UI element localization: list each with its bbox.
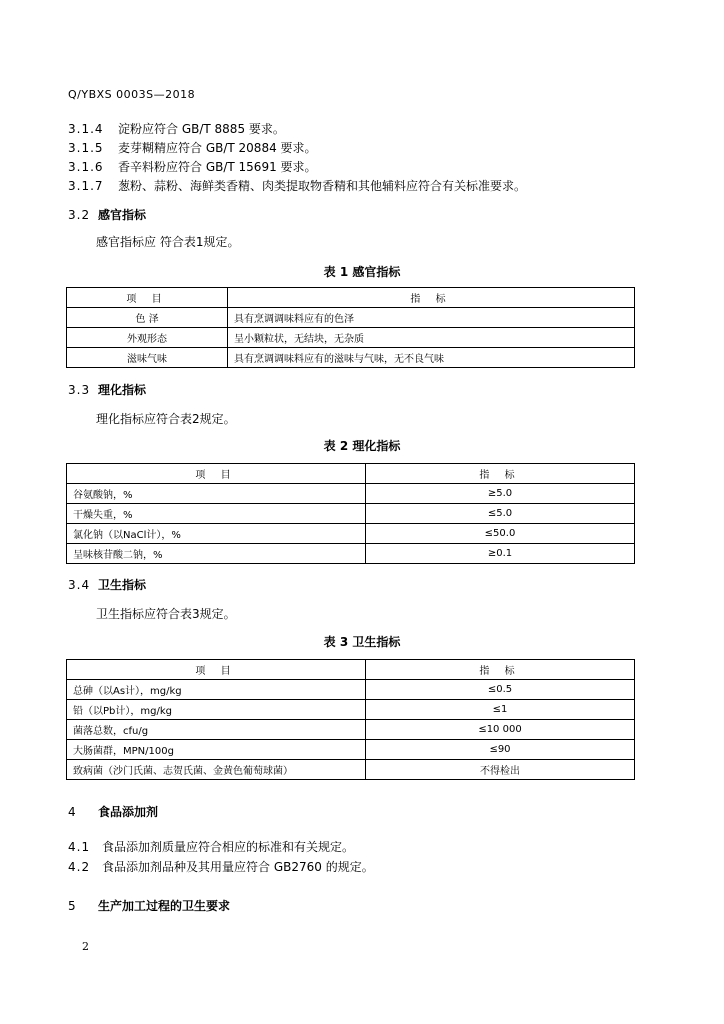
clause-text: 葱粉、蒜粉、海鲜类香精、肉类提取物香精和其他辅料应符合有关标准要求。 (118, 179, 527, 193)
header-indicator: 指 标 (366, 464, 635, 484)
header-indicator: 指 标 (228, 288, 635, 308)
clause-number: 3.1.5 (68, 141, 104, 155)
section-title: 生产加工过程的卫生要求 (98, 899, 231, 913)
clause-3-1-5 (68, 139, 317, 156)
clause-number: 3.1.6 (68, 160, 104, 174)
page-number: 2 (82, 940, 89, 953)
cell-item: 大肠菌群，MPN/100g (67, 740, 366, 760)
section-title: 感官指标 (98, 208, 147, 222)
section-title: 卫生指标 (98, 578, 147, 592)
clause-number: 3.1.4 (68, 122, 104, 136)
cell-indicator: 呈小颗粒状，无结块，无杂质 (228, 328, 635, 348)
table-header-row (67, 660, 635, 680)
cell-indicator: ≤1 (366, 700, 635, 720)
clause-number: 4.2 (68, 860, 91, 874)
table-row (67, 308, 635, 328)
clause-text: 麦芽糊精应符合 GB/T 20884 要求。 (118, 141, 317, 155)
table-1 (66, 287, 635, 368)
section-3-4-heading (68, 576, 146, 593)
cell-item: 菌落总数，cfu/g (67, 720, 366, 740)
table-2 (66, 463, 635, 564)
table-row (67, 700, 635, 720)
cell-item: 滋味气味 (67, 348, 228, 368)
cell-indicator: ≤5.0 (366, 504, 635, 524)
header-indicator: 指 标 (366, 660, 635, 680)
section-5-heading (68, 897, 230, 914)
table-header-row (67, 288, 635, 308)
cell-item: 干燥失重，% (67, 504, 366, 524)
table-row (67, 720, 635, 740)
document-header: Q/YBXS 0003S—2018 (68, 88, 196, 101)
clause-text: 香辛料粉应符合 GB/T 15691 要求。 (118, 160, 317, 174)
section-3-3-heading (68, 381, 146, 398)
table-row (67, 524, 635, 544)
table-row (67, 484, 635, 504)
header-item: 项 目 (67, 288, 228, 308)
section-3-4-paragraph: 卫生指标应符合表3规定。 (96, 607, 236, 621)
section-title: 食品添加剂 (98, 805, 159, 819)
cell-item: 色 泽 (67, 308, 228, 328)
table-row (67, 680, 635, 700)
section-number: 5 (68, 899, 77, 913)
table-row (67, 328, 635, 348)
cell-indicator: 不得检出 (366, 760, 635, 780)
clause-3-1-4 (68, 120, 285, 137)
cell-indicator: ≤10 000 (366, 720, 635, 740)
clause-text: 淀粉应符合 GB/T 8885 要求。 (118, 122, 285, 136)
section-number: 3.4 (68, 578, 91, 592)
header-item: 项 目 (67, 464, 366, 484)
cell-indicator: 具有烹调调味料应有的色泽 (228, 308, 635, 328)
table-row (67, 348, 635, 368)
cell-item: 外观形态 (67, 328, 228, 348)
clause-number: 3.1.7 (68, 179, 104, 193)
section-3-2-heading (68, 206, 146, 223)
cell-item: 总砷（以As计），mg/kg (67, 680, 366, 700)
table-row (67, 544, 635, 564)
cell-indicator: 具有烹调调味料应有的滋味与气味，无不良气味 (228, 348, 635, 368)
cell-indicator: ≥0.1 (366, 544, 635, 564)
cell-item: 致病菌（沙门氏菌、志贺氏菌、金黄色葡萄球菌） (67, 760, 366, 780)
clause-text: 食品添加剂质量应符合相应的标准和有关规定。 (102, 840, 355, 854)
clause-3-1-7 (68, 177, 526, 194)
section-4-heading (68, 803, 158, 820)
header-item: 项 目 (67, 660, 366, 680)
cell-indicator: ≥5.0 (366, 484, 635, 504)
table-row (67, 740, 635, 760)
clause-text: 食品添加剂品种及其用量应符合 GB2760 的规定。 (102, 860, 374, 874)
clause-3-1-6 (68, 158, 317, 175)
table-row (67, 504, 635, 524)
section-number: 3.2 (68, 208, 91, 222)
section-3-2-paragraph: 感官指标应 符合表1规定。 (96, 235, 240, 249)
table-1-caption: 表 1 感官指标 (323, 265, 401, 279)
cell-item: 呈味核苷酸二钠，% (67, 544, 366, 564)
table-header-row (67, 464, 635, 484)
cell-item: 氯化钠（以NaCl计），% (67, 524, 366, 544)
section-title: 理化指标 (98, 383, 147, 397)
table-3-caption: 表 3 卫生指标 (323, 635, 401, 649)
cell-indicator: ≤90 (366, 740, 635, 760)
section-3-3-paragraph: 理化指标应符合表2规定。 (96, 412, 236, 426)
cell-indicator: ≤0.5 (366, 680, 635, 700)
section-number: 4 (68, 805, 77, 819)
cell-item: 谷氨酸钠，% (67, 484, 366, 504)
cell-indicator: ≤50.0 (366, 524, 635, 544)
clause-4-2 (68, 858, 374, 875)
cell-item: 铅（以Pb计），mg/kg (67, 700, 366, 720)
table-2-caption: 表 2 理化指标 (323, 439, 401, 453)
clause-4-1 (68, 838, 354, 855)
table-3 (66, 659, 635, 780)
section-number: 3.3 (68, 383, 91, 397)
table-row (67, 760, 635, 780)
clause-number: 4.1 (68, 840, 91, 854)
